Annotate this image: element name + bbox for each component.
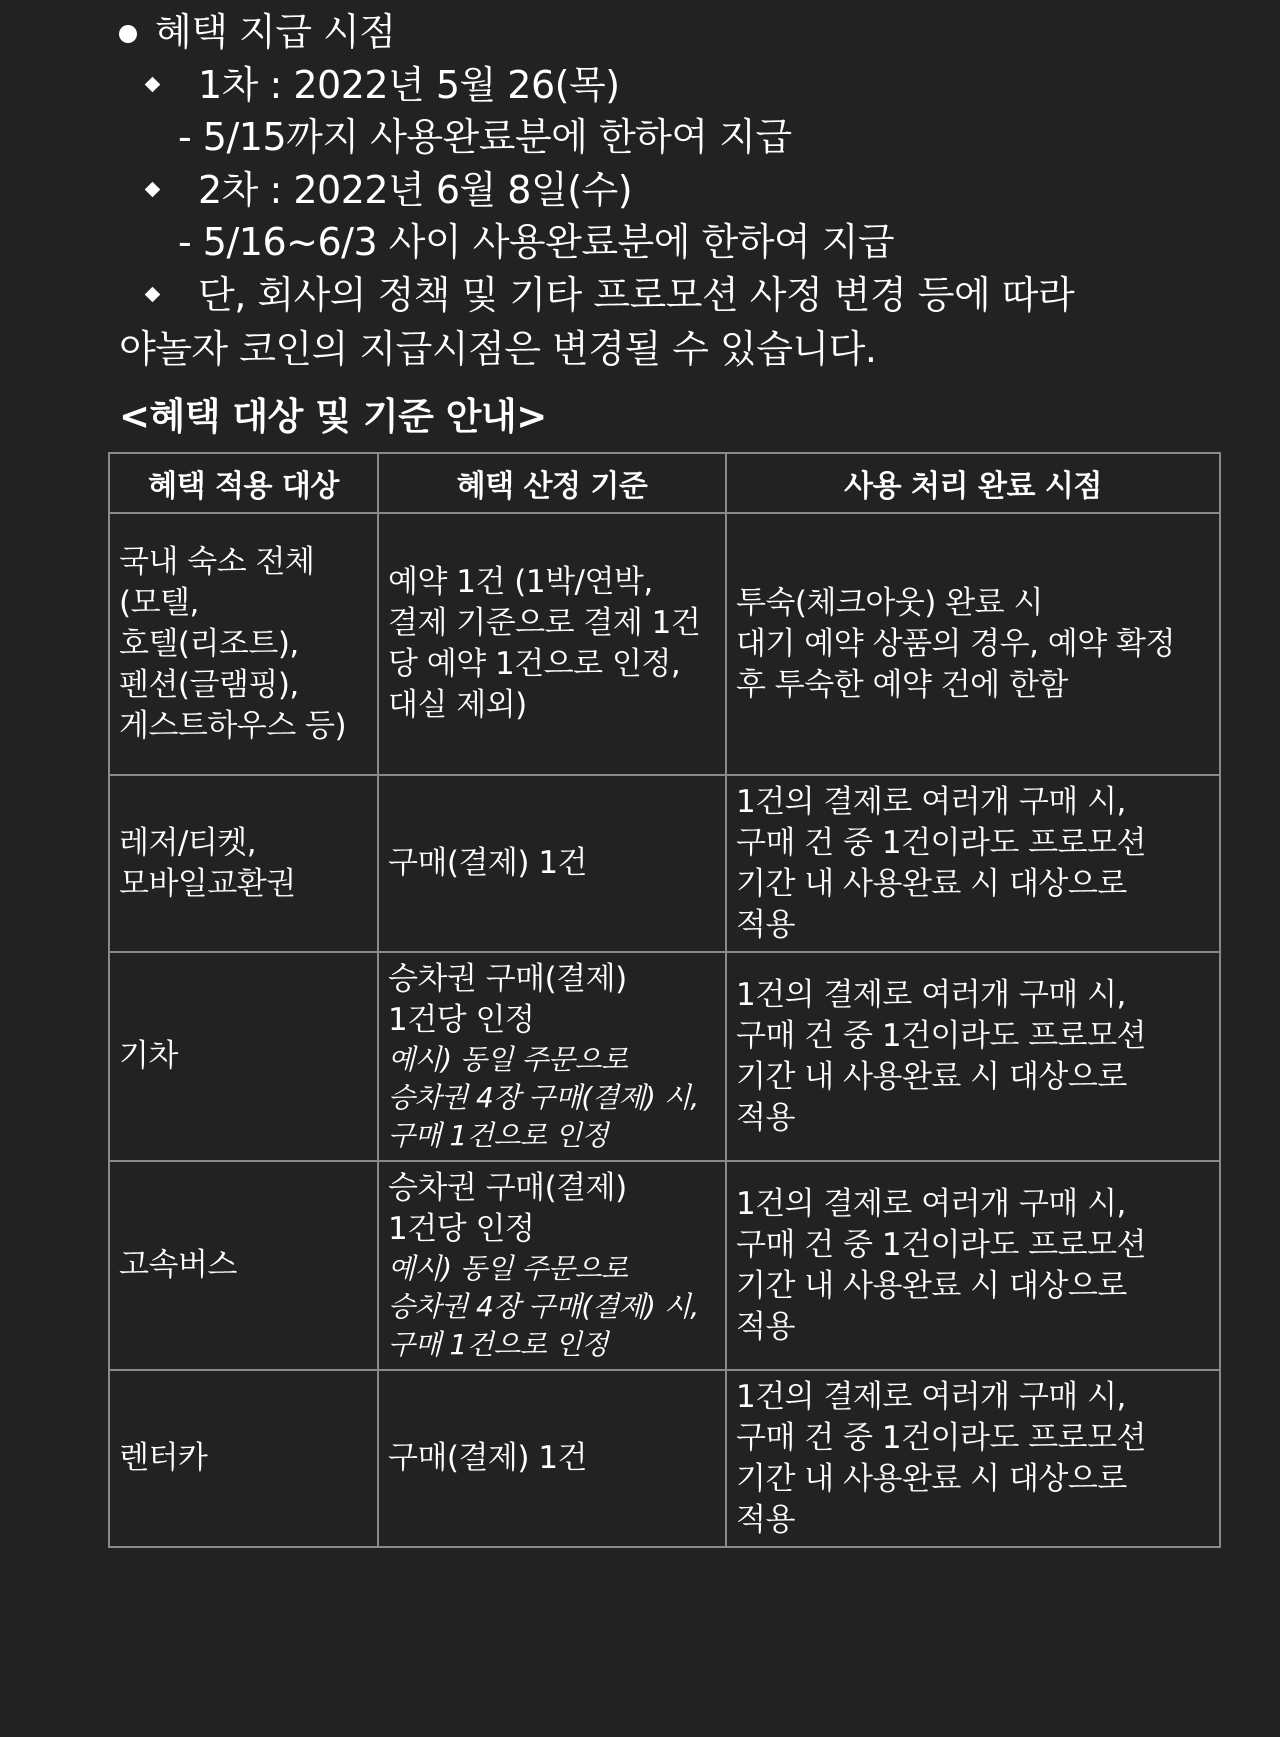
table-row <box>109 513 1220 775</box>
completion-text: 투숙(체크아웃) 완료 시 대기 예약 상품의 경우, 예약 확정 후 투숙한 예약 건에 한함 <box>736 584 1175 703</box>
basis-cell <box>378 1370 726 1547</box>
table-header-row <box>109 453 1220 513</box>
target-cell <box>109 1161 378 1370</box>
basis-text: 승차권 구매(결제) 1건당 인정 <box>388 960 627 1038</box>
target-text: 렌터카 <box>119 1440 208 1476</box>
basis-example-text: 예시) 동일 주문으로 승차권 4장 구매(결제) 시, 구매 1건으로 인정 <box>388 1251 699 1361</box>
table-row <box>109 1161 1220 1370</box>
table-row <box>109 952 1220 1161</box>
basis-cell <box>378 513 726 775</box>
diamond-bullet-icon <box>145 287 161 303</box>
target-text: 기차 <box>119 1038 178 1074</box>
payment-notice-line2: 야놀자 코인의 지급시점은 변경될 수 있습니다. <box>119 327 877 371</box>
header-target: 혜택 적용 대상 <box>109 453 378 513</box>
completion-cell <box>726 1370 1220 1547</box>
payment-first: 1차 : 2022년 5월 26(목) <box>198 63 620 107</box>
completion-cell <box>726 1161 1220 1370</box>
basis-text: 구매(결제) 1건 <box>388 845 587 881</box>
target-cell <box>109 952 378 1161</box>
completion-cell <box>726 775 1220 952</box>
basis-cell <box>378 1161 726 1370</box>
diamond-bullet-icon <box>145 77 161 93</box>
target-cell <box>109 775 378 952</box>
completion-text: 1건의 결제로 여러개 구매 시, 구매 건 중 1건이라도 프로모션 기간 내 사용완료 시 대상으로 적용 <box>736 1185 1146 1345</box>
completion-cell <box>726 513 1220 775</box>
benefit-guide-table <box>108 452 1221 1548</box>
payment-title: 혜택 지급 시점 <box>155 10 396 54</box>
payment-first-note: - 5/15까지 사용완료분에 한하여 지급 <box>178 115 792 159</box>
completion-text: 1건의 결제로 여러개 구매 시, 구매 건 중 1건이라도 프로모션 기간 내 사용완료 시 대상으로 적용 <box>736 976 1146 1136</box>
table-row <box>109 1370 1220 1547</box>
basis-text: 예약 1건 (1박/연박, 결제 기준으로 결제 1건 당 예약 1건으로 인정, 대실 제외) <box>388 564 701 723</box>
target-text: 고속버스 <box>119 1247 237 1283</box>
target-text: 국내 숙소 전체 (모텔, 호텔(리조트), 펜션(글램핑), 게스트하우스 등) <box>119 543 347 744</box>
basis-cell <box>378 952 726 1161</box>
diamond-bullet-icon <box>145 182 161 198</box>
header-basis: 혜택 산정 기준 <box>378 453 726 513</box>
payment-second-note: - 5/16~6/3 사이 사용완료분에 한하여 지급 <box>178 220 895 264</box>
basis-example-text: 예시) 동일 주문으로 승차권 4장 구매(결제) 시, 구매 1건으로 인정 <box>388 1042 699 1152</box>
bullet-dot-icon <box>119 25 137 43</box>
table-row <box>109 775 1220 952</box>
completion-cell <box>726 952 1220 1161</box>
guide-heading: <혜택 대상 및 기준 안내> <box>119 395 547 438</box>
target-cell <box>109 513 378 775</box>
payment-notice-line1: 단, 회사의 정책 및 기타 프로모션 사정 변경 등에 따라 <box>198 273 1075 317</box>
target-text: 레저/티켓, 모바일교환권 <box>119 824 296 902</box>
basis-text: 승차권 구매(결제) 1건당 인정 <box>388 1169 627 1247</box>
basis-text: 구매(결제) 1건 <box>388 1440 587 1476</box>
completion-text: 1건의 결제로 여러개 구매 시, 구매 건 중 1건이라도 프로모션 기간 내 사용완료 시 대상으로 적용 <box>736 783 1146 943</box>
header-completion: 사용 처리 완료 시점 <box>726 453 1220 513</box>
payment-second: 2차 : 2022년 6월 8일(수) <box>198 168 633 212</box>
target-cell <box>109 1370 378 1547</box>
completion-text: 1건의 결제로 여러개 구매 시, 구매 건 중 1건이라도 프로모션 기간 내 사용완료 시 대상으로 적용 <box>736 1378 1146 1538</box>
basis-cell <box>378 775 726 952</box>
